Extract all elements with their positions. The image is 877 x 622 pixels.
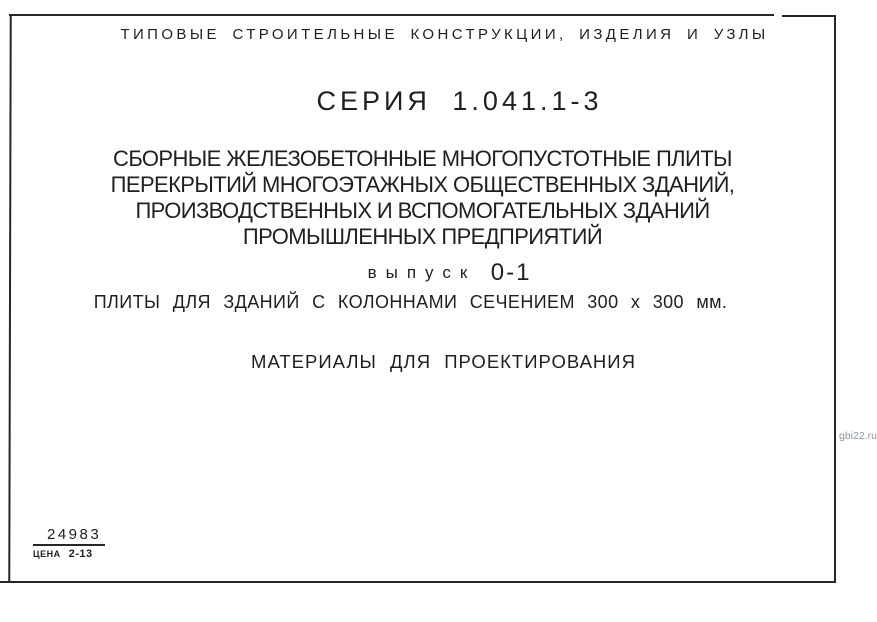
- frame-border-top-left-segment: [9, 14, 774, 16]
- price-label: ЦЕНА: [33, 549, 61, 559]
- inventory-number: 24983: [33, 527, 105, 546]
- title-line-4: ПРОМЫШЛЕННЫХ ПРЕДПРИЯТИЙ: [242, 224, 603, 249]
- frame-border-bottom: [0, 581, 836, 583]
- document-title: [0, 146, 861, 250]
- title-line-1: СБОРНЫЕ ЖЕЛЕЗОБЕТОННЫЕ МНОГОПУСТОТНЫЕ ПЛИТЫ: [113, 146, 732, 171]
- price-value: 2-13: [68, 548, 93, 560]
- series-number: СЕРИЯ 1.041.1-3: [316, 86, 603, 116]
- price-line: [33, 549, 105, 560]
- title-line-2: ПЕРЕКРЫТИЙ МНОГОЭТАЖНЫХ ОБЩЕСТВЕННЫХ ЗДАНИЙ,: [110, 172, 735, 197]
- issue-number: 0-1: [490, 259, 532, 286]
- document-header: ТИПОВЫЕ СТРОИТЕЛЬНЫЕ КОНСТРУКЦИИ, ИЗДЕЛИЯ И УЗЛЫ: [120, 26, 769, 43]
- frame-border-top-right-segment: [782, 15, 836, 17]
- purpose-materials-for-design: МАТЕРИАЛЫ ДЛЯ ПРОЕКТИРОВАНИЯ: [251, 351, 636, 372]
- issue: [11, 261, 877, 285]
- issue-label: выпуск: [367, 263, 477, 282]
- subtitle-plates-description: ПЛИТЫ ДЛЯ ЗДАНИЙ С КОЛОННАМИ СЕЧЕНИЕМ 300 х 300 мм.: [93, 292, 728, 312]
- site-watermark: gbi22.ru: [839, 430, 877, 442]
- inventory-stamp: [33, 526, 105, 560]
- title-line-3: ПРОИЗВОДСТВЕННЫХ И ВСПОМОГАТЕЛЬНЫХ ЗДАНИЙ: [135, 198, 710, 223]
